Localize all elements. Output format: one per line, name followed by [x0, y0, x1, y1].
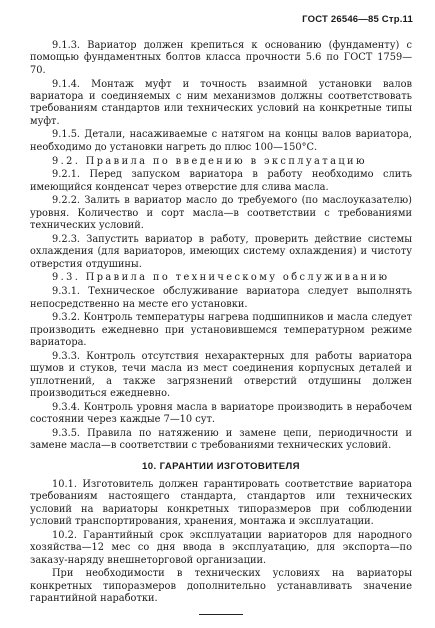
paragraph: 9.1.4. Монтаж муфт и точность взаимной установки валов вариатора и соединяемых с ним механизмов должны соответствовать требованиям стандартов или технических условий на конкретные типы муфт. — [30, 78, 412, 127]
paragraph: 9.2.2. Залить в вариатор масло до требуемого (по маслоуказателю) уровня. Количество и сорт масла—в соответствии с требованиями технических условий. — [30, 195, 412, 232]
paragraph: 10.2. Гарантийный срок эксплуатации вариаторов для народного хозяйства—12 мес со дня ввода в эксплуатацию, для экспорта—по заказу-наряду внешнеторговой организации. — [30, 529, 412, 566]
end-divider — [199, 614, 243, 615]
paragraph: 9.2.1. Перед запуском вариатора в работу необходимо слить имеющийся конденсат через отверстие для слива масла. — [30, 169, 412, 193]
paragraph: 9.2.3. Запустить вариатор в работу, проверить действие системы охлаждения (для вариаторов, имеющих систему охлаждения) и чистоту отверстия отдушины. — [30, 233, 412, 270]
paragraph: При необходимости в технических условиях на вариаторы конкретных типоразмеров дополнительно устанавливать значение гарантийной наработки. — [30, 568, 412, 605]
paragraph: 9.3.4. Контроль уровня масла в вариаторе производить в нерабочем состоянии через каждые 7—10 сут. — [30, 401, 412, 426]
paragraph: 9.3.3. Контроль отсутствия нехарактерных для работы вариатора шумов и стуков, течи масла из мест соединения корпусных деталей и уплотнений, а также загрязнений отверстий отдушины должен производиться ежедневно. — [30, 350, 412, 399]
section-heading: 10. ГАРАНТИИ ИЗГОТОВИТЕЛЯ — [142, 460, 300, 472]
page-header: ГОСТ 26546—85 Стр.11 — [302, 14, 413, 25]
paragraph: 9.1.5. Детали, насаживаемые с натягом на концы валов вариатора, необходимо до установки нагреть до плюс 100—150°С. — [30, 129, 412, 153]
paragraph: 9.3.1. Техническое обслуживание вариатора следует выполнять непосредственно на месте его установки. — [30, 286, 412, 310]
subsection-title: 9.2. Правила по введению в эксплуатацию — [52, 155, 367, 167]
paragraph: 9.1.3. Вариатор должен крепиться к основанию (фундаменту) с помощью фундаментных болтов класса прочности 5.6 по ГОСТ 1759—70. — [30, 40, 412, 76]
paragraph: 9.3.2. Контроль температуры нагрева подшипников и масла следует производить ежедневно при установившемся температурном режиме вариатора. — [30, 312, 412, 349]
document-body — [30, 40, 412, 615]
paragraph: 10.1. Изготовитель должен гарантировать соответствие вариатора требованиям настоящего стандарта, стандартов или технических условий на вариаторы конкретных типоразмеров при соблюдении условий транспортирования, хранения, монтажа и эксплуатации. — [30, 478, 412, 528]
subsection-title: 9.3. Правила по техническому обслуживанию — [52, 272, 390, 284]
paragraph: 9.3.5. Правила по натяжению и замене цепи, периодичности и замене масла—в соответствии с требованиями технических условий. — [30, 427, 412, 452]
